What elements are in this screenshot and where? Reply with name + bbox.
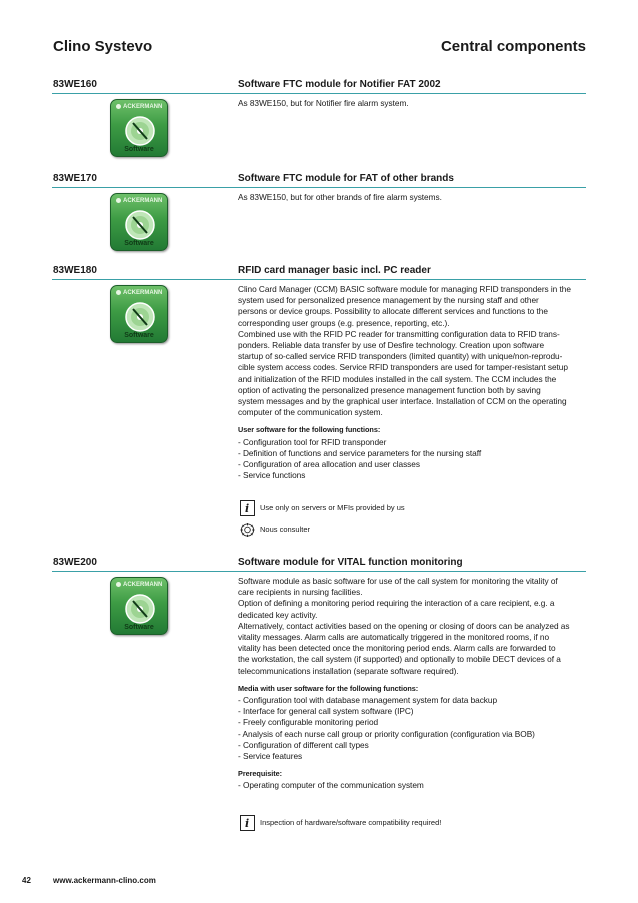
list-item: - Interface for general call system software (IPC): [238, 706, 414, 717]
consult-icon: [240, 522, 255, 538]
product-title: RFID card manager basic incl. PC reader: [238, 265, 431, 276]
function-list: [238, 437, 588, 482]
product-description: Clino Card Manager (CCM) BASIC software module for managing RFID transponders in the system used for personalized presence management by the nursing staff and other persons or device groups. Possibility to allocate different services and functions to the corresponding user groups (e.g. presence, reporting, etc.). Combined use with the RFID PC reader for transmitting configuration data to RFID trans- ponders. Reliable data transfer by use of Desfire technology. Creation upon software startup of so-called service RFID transponders (limited quantity) with unique/non-reprodu- cible system access codes. Service RFID transponders are used for tamper-resistant setup and initialization of the RFID modules installed in the call system. The CCM includes the option of activating the personalized presence management function both by saving system messages and by the graphical user interface. Installation of CCM on the operating computer of the communication system. User software for the following functions: - Configuration tool for RFID transponder - Definition of functions and service parameters for the nursing staff - Configuration of area allocation and user classes - Service functions: [238, 284, 588, 481]
product-code: 83WE170: [53, 173, 97, 184]
list-item: - Service functions: [238, 470, 306, 481]
list-item: - Definition of functions and service parameters for the nursing staff: [238, 447, 482, 458]
product-title: Software FTC module for Notifier FAT 2002: [238, 79, 441, 90]
section-divider: [52, 571, 586, 572]
product-description: As 83WE150, but for Notifier fire alarm system.: [238, 98, 409, 108]
product-description: As 83WE150, but for other brands of fire alarm systems.: [238, 192, 442, 202]
software-logo-icon: ACKERMANN Software: [110, 285, 168, 343]
header-product-name: Clino Systevo: [53, 38, 153, 55]
section-divider: [52, 279, 586, 280]
product-description: Software module as basic software for use of the call system for monitoring the vitality of care recipients in nursing facilities. Option of defining a monitoring period requiring the interaction of a care recipient, e.g. a dedicated key activity. Alternatively, contact activities based on the opening or closing of doors can be analyzed as vitality messages. Alarm calls are automatically triggered in the monitored rooms, if no vitality has been detected once the monitoring period ends. Alarm calls are forwarded to the workstation, the call system (if supported) and optionally to mobile DECT devices of a telecommunications installation (separate software required). Media with user software for the following functions: - Configuration tool with database management system for data backup - Interface for general call system software (IPC) - Freely configurable monitoring period - Analysis of each nurse call group or priority configuration (configuration via BOB) - Configuration of different call types - Service features Prerequisite: - Operating computer of the communication system: [238, 576, 588, 792]
section-divider: [52, 187, 586, 188]
product-code: 83WE180: [53, 265, 97, 276]
software-logo-icon: ACKERMANN Software: [110, 99, 168, 157]
product-title: Software module for VITAL function monitoring: [238, 557, 463, 568]
software-logo-icon: ACKERMANN Software: [110, 577, 168, 635]
function-list: [238, 695, 588, 762]
list-item: - Freely configurable monitoring period: [238, 717, 379, 728]
website-link[interactable]: www.ackermann-clino.com: [53, 876, 156, 885]
prerequisite-list: [238, 780, 588, 791]
info-icon: i: [240, 500, 255, 516]
product-code: 83WE200: [53, 557, 97, 568]
list-item: - Configuration tool for RFID transponder: [238, 436, 387, 447]
page-number: 42: [22, 876, 31, 885]
function-list-heading: Media with user software for the following functions:: [238, 683, 419, 693]
list-item: - Analysis of each nurse call group or priority configuration (configuration via BOB): [238, 728, 535, 739]
list-item: - Configuration tool with database management system for data backup: [238, 695, 498, 706]
function-list-heading: User software for the following functions:: [238, 425, 381, 435]
section-divider: [52, 93, 586, 94]
list-item: - Configuration of area allocation and user classes: [238, 459, 420, 470]
product-title: Software FTC module for FAT of other brands: [238, 173, 454, 184]
info-icon: i: [240, 815, 255, 831]
product-code: 83WE160: [53, 79, 97, 90]
list-item: - Operating computer of the communication system: [238, 780, 424, 791]
list-item: - Configuration of different call types: [238, 739, 369, 750]
header-category: Central components: [440, 38, 586, 55]
list-item: - Service features: [238, 751, 303, 762]
prerequisite-heading: Prerequisite:: [238, 769, 282, 779]
software-logo-icon: ACKERMANN Software: [110, 193, 168, 251]
